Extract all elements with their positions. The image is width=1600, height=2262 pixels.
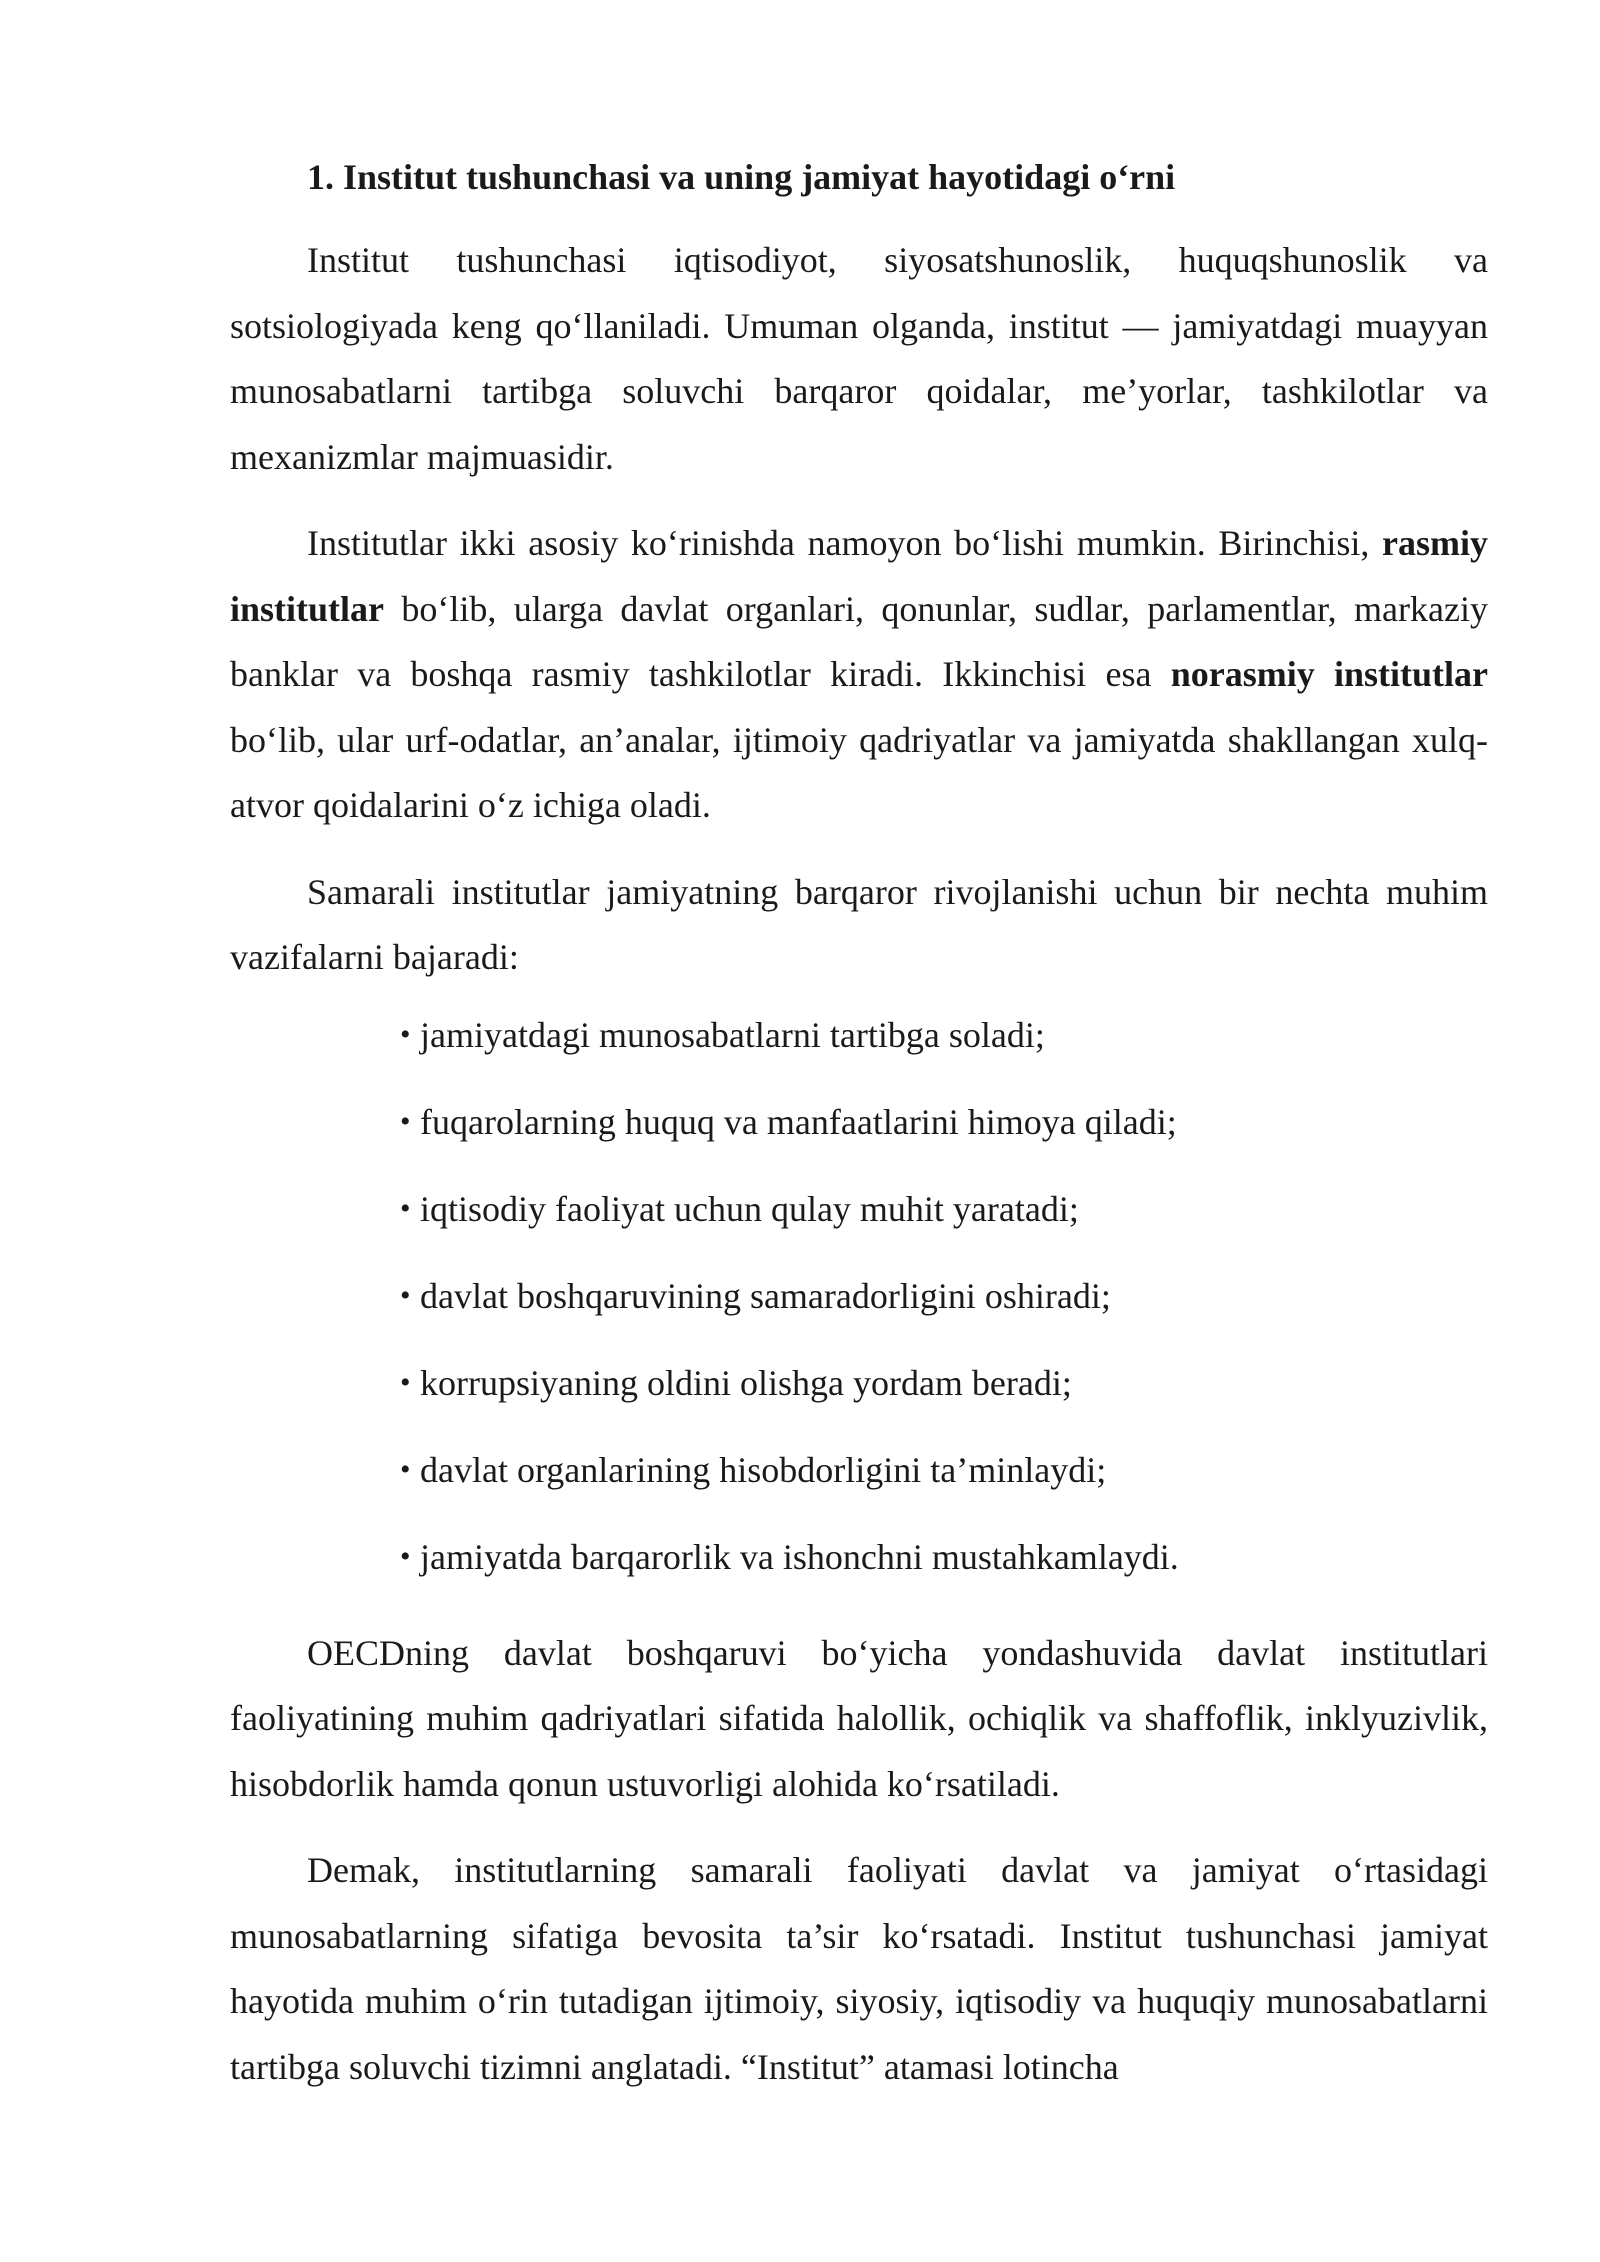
list-item: [400, 1360, 1488, 1406]
list-item: [400, 1186, 1488, 1232]
document-body: [230, 148, 1488, 2121]
list-item: [400, 1447, 1488, 1493]
bullet-icon: •: [400, 1278, 411, 1312]
paragraph-institution-types: [230, 511, 1488, 839]
bullet-icon: •: [400, 1365, 411, 1399]
list-item-text: jamiyatda barqarorlik va ishonchni mustahkamlaydi.: [420, 1536, 1179, 1577]
list-item-text: fuqarolarning huquq va manfaatlarini himoya qiladi;: [420, 1101, 1177, 1142]
paragraph-oecd: OECDning davlat boshqaruvi bo‘yicha yondashuvida davlat institutlari faoliyatining muhim qadriyatlari sifatida halollik, ochiqlik va shaffoflik, inklyuzivlik, hisobdorlik hamda qonun ustuvorligi alohida ko‘rsatiladi.: [230, 1632, 1488, 1804]
paragraph-functions-intro: Samarali institutlar jamiyatning barqaror rivojlanishi uchun bir nechta muhim vazifalarni bajaradi:: [230, 871, 1488, 977]
list-item: [400, 1534, 1488, 1580]
list-item: [400, 1099, 1488, 1145]
paragraph-text: bo‘lib, ular urf-odatlar, an’analar, ijtimoiy qadriyatlar va jamiyatda shakllangan xulq-atvor qoidalarini o‘z ichiga oladi.: [230, 719, 1488, 825]
bullet-icon: •: [400, 1452, 411, 1486]
paragraph-text: bo‘lib, ularga davlat organlari, qonunlar, sudlar, parlamentlar, markaziy banklar va boshqa rasmiy tashkilotlar kiradi. Ikkinchisi esa: [230, 588, 1488, 694]
list-item-text: davlat boshqaruvining samaradorligini oshiradi;: [420, 1275, 1111, 1316]
list-item: [400, 1273, 1488, 1319]
functions-list: [230, 1012, 1488, 1580]
bullet-icon: •: [400, 1191, 411, 1225]
bullet-icon: •: [400, 1104, 411, 1138]
list-item-text: davlat organlarining hisobdorligini ta’minlaydi;: [420, 1449, 1107, 1490]
list-item-text: korrupsiyaning oldini olishga yordam beradi;: [420, 1362, 1072, 1403]
bold-term-formal: rasmiy institutlar: [230, 523, 1488, 629]
bullet-icon: •: [400, 1017, 411, 1051]
list-item-text: jamiyatdagi munosabatlarni tartibga soladi;: [420, 1014, 1045, 1055]
bold-term-informal: norasmiy institutlar: [1170, 654, 1488, 694]
paragraph-text: Institutlar ikki asosiy ko‘rinishda namoyon bo‘lishi mumkin. Birinchisi,: [307, 523, 1383, 563]
list-item-text: iqtisodiy faoliyat uchun qulay muhit yaratadi;: [420, 1188, 1079, 1229]
bullet-icon: •: [400, 1539, 411, 1573]
list-item: [400, 1012, 1488, 1058]
paragraph-definition: Institut tushunchasi iqtisodiyot, siyosatshunoslik, huquqshunoslik va sotsiologiyada keng qo‘llaniladi. Umuman olganda, institut — jamiyatdagi muayyan munosabatlarni tartibga soluvchi barqaror qoidalar, me’yorlar, tashkilotlar va mexanizmlar majmuasidir.: [230, 240, 1488, 477]
section-heading: 1. Institut tushunchasi va uning jamiyat hayotidagi o‘rni: [307, 157, 1176, 197]
paragraph-conclusion: Demak, institutlarning samarali faoliyati davlat va jamiyat o‘rtasidagi munosabatlarning sifatiga bevosita ta’sir ko‘rsatadi. Institut tushunchasi jamiyat hayotida muhim o‘rin tutadigan ijtimoiy, siyosiy, iqtisodiy va huquqiy munosabatlarni tartibga soluvchi tizimni anglatadi. “Institut” atamasi lotincha: [230, 1850, 1488, 2087]
